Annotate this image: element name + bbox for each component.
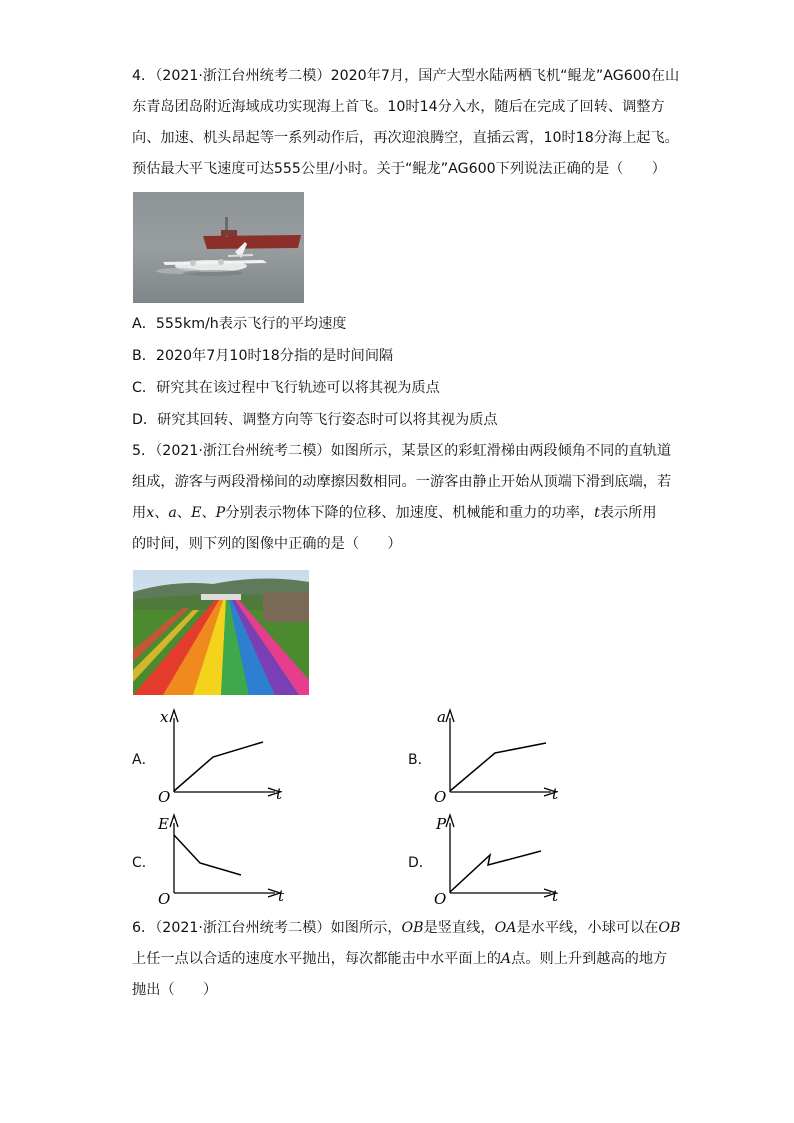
graph-d-option-label: D．: [408, 855, 433, 871]
text-run: 是水平线，小球可以在: [516, 920, 659, 936]
text-run: 、: [154, 505, 169, 521]
q4-line-1: 4．（2021·浙江台州统考二模）2020年7月，国产大型水陆两栖飞机“鲲龙”AG600在山: [132, 68, 680, 84]
q4-option-a: A．555km/h表示飞行的平均速度: [132, 316, 347, 332]
graph-b-curve: [450, 743, 546, 791]
x-axis-label: t: [278, 887, 285, 905]
text-run: 6．（2021·浙江台州统考二模）如图所示，: [132, 920, 402, 936]
var-p: P: [215, 505, 226, 521]
q6-line-2: [132, 949, 667, 969]
graph-c-curve: [174, 835, 241, 875]
text-run: 、: [201, 505, 216, 521]
x-axis-label: t: [552, 887, 559, 905]
graph-a-option-label: A．: [132, 752, 156, 768]
graph-c-option-label: C．: [132, 855, 156, 871]
origin-label: O: [158, 788, 171, 806]
graph-a: [150, 700, 300, 810]
q4-option-d: D．研究其回转、调整方向等飞行姿态时可以将其视为质点: [132, 412, 498, 428]
origin-label: O: [158, 890, 171, 908]
x-axis-label: t: [552, 785, 559, 803]
graph-a-curve: [174, 742, 263, 791]
graph-d-curve: [450, 851, 541, 892]
q5-line-4: 的时间，则下列的图像中正确的是（ ）: [132, 536, 402, 552]
rainbow-slide-photo: [133, 570, 309, 695]
text-run: 表示所用: [599, 505, 657, 521]
q5-line-1: 5．（2021·浙江台州统考二模）如图所示，某景区的彩虹滑梯由两段倾角不同的直轨道: [132, 443, 672, 459]
y-axis-label: P: [436, 815, 447, 833]
q5-line-3: [132, 503, 657, 523]
graph-b-option-label: B．: [408, 752, 432, 768]
q4-option-b: B．2020年7月10时18分指的是时间间隔: [132, 348, 394, 364]
q4-line-2: 东青岛团岛附近海域成功实现海上首飞。10时14分入水，随后在完成了回转、调整方: [132, 99, 665, 115]
var-e: E: [191, 505, 202, 521]
q4-line-3: 向、加速、机头昂起等一系列动作后，再次迎浪腾空，直插云霄，10时18分海上起飞。: [132, 130, 679, 146]
origin-label: O: [434, 788, 447, 806]
var-a-point: A: [500, 951, 512, 967]
var-a: a: [168, 505, 177, 521]
q5-line-2: 组成，游客与两段滑梯间的动摩擦因数相同。一游客由静止开始从顶端下滑到底端，若: [132, 474, 672, 490]
text-run: 上任一点以合适的速度水平抛出，每次都能击中水平面上的: [132, 951, 501, 967]
var-oa: OA: [494, 920, 517, 936]
y-axis-label: E: [158, 815, 169, 833]
origin-label: O: [434, 890, 447, 908]
text-run: 是竖直线，: [423, 920, 495, 936]
text-run: 分别表示物体下降的位移、加速度、机械能和重力的功率，: [225, 505, 595, 521]
var-t: t: [594, 505, 600, 521]
graph-b: [426, 700, 576, 810]
graph-d: [426, 805, 576, 915]
q6-line-1: [132, 918, 680, 938]
graph-c: [150, 805, 300, 915]
q4-line-4: 预估最大平飞速度可达555公里/小时。关于“鲲龙”AG600下列说法正确的是（ ）: [132, 161, 666, 177]
text-run: 用: [132, 505, 147, 521]
seaplane-photo: [133, 192, 304, 303]
q4-option-c: C．研究其在该过程中飞行轨迹可以将其视为质点: [132, 380, 440, 396]
var-ob: OB: [658, 920, 681, 936]
y-axis-label: x: [160, 708, 169, 726]
var-x: x: [146, 505, 155, 521]
q6-line-3: 抛出（ ）: [132, 982, 218, 998]
text-run: 点。则上升到越高的地方: [511, 951, 668, 967]
var-ob: OB: [401, 920, 424, 936]
text-run: 、: [176, 505, 192, 521]
x-axis-label: t: [276, 785, 283, 803]
y-axis-label: a: [437, 708, 446, 726]
